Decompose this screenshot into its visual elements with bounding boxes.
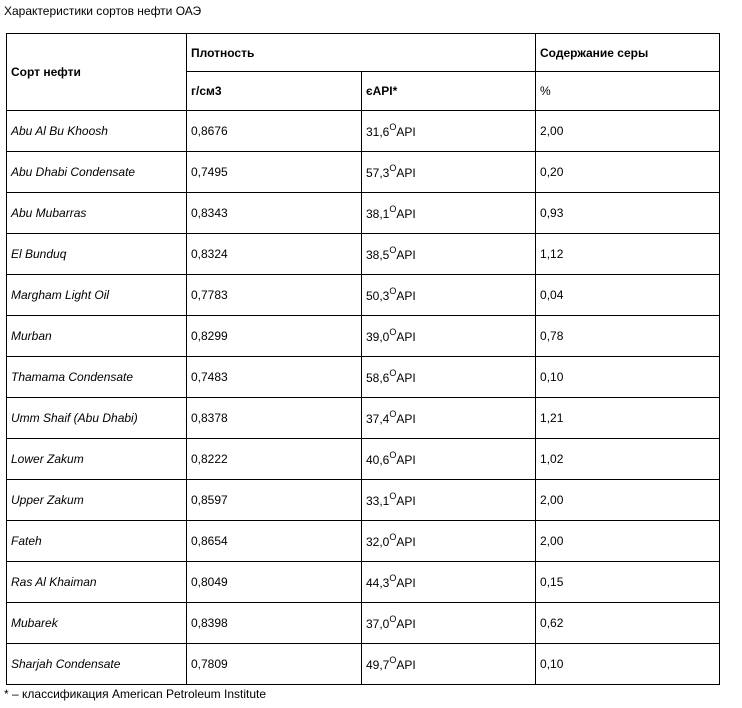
- degree-mark: O: [389, 614, 397, 624]
- cell-api: [362, 480, 536, 521]
- api-suffix: API: [396, 453, 416, 467]
- api-suffix: API: [396, 535, 416, 549]
- cell-api: [362, 357, 536, 398]
- table-row: [7, 398, 720, 439]
- table-row: [7, 316, 720, 357]
- cell-grade: Sharjah Condensate: [7, 644, 187, 685]
- cell-density: 0,7483: [187, 357, 362, 398]
- oil-grades-table: [6, 33, 720, 685]
- cell-api: [362, 316, 536, 357]
- table-row: [7, 357, 720, 398]
- api-value: 37,4: [366, 412, 390, 426]
- table-row: [7, 111, 720, 152]
- api-suffix: API: [396, 576, 416, 590]
- cell-grade: El Bunduq: [7, 234, 187, 275]
- header-sulfur: Содержание серы: [536, 34, 720, 72]
- table-caption: Характеристики сортов нефти ОАЭ: [4, 4, 202, 18]
- cell-api: [362, 398, 536, 439]
- api-suffix: API: [396, 289, 416, 303]
- footnote: * – классификация American Petroleum Institute: [4, 687, 267, 701]
- api-suffix: API: [396, 658, 416, 672]
- api-value: 31,6: [366, 125, 390, 139]
- table-row: [7, 603, 720, 644]
- cell-grade: Mubarek: [7, 603, 187, 644]
- table-row: [7, 152, 720, 193]
- header-grade: Сорт нефти: [7, 34, 187, 111]
- api-suffix: API: [396, 330, 416, 344]
- cell-sulfur: 2,00: [536, 521, 720, 562]
- cell-grade: Margham Light Oil: [7, 275, 187, 316]
- cell-density: 0,8378: [187, 398, 362, 439]
- cell-api: [362, 275, 536, 316]
- degree-mark: O: [389, 573, 397, 583]
- cell-grade: Umm Shaif (Abu Dhabi): [7, 398, 187, 439]
- table-row: [7, 193, 720, 234]
- api-value: 38,1: [366, 207, 390, 221]
- cell-density: 0,8343: [187, 193, 362, 234]
- api-value: 44,3: [366, 576, 390, 590]
- api-value: 38,5: [366, 248, 390, 262]
- cell-density: 0,8299: [187, 316, 362, 357]
- degree-mark: O: [389, 450, 397, 460]
- api-value: 39,0: [366, 330, 390, 344]
- api-value: 40,6: [366, 453, 390, 467]
- cell-grade: Ras Al Khaiman: [7, 562, 187, 603]
- cell-grade: Abu Mubarras: [7, 193, 187, 234]
- cell-api: [362, 193, 536, 234]
- cell-api: [362, 439, 536, 480]
- cell-sulfur: 0,15: [536, 562, 720, 603]
- cell-density: 0,8324: [187, 234, 362, 275]
- degree-mark: O: [389, 368, 397, 378]
- cell-density: 0,8049: [187, 562, 362, 603]
- cell-api: [362, 111, 536, 152]
- api-suffix: API: [396, 125, 416, 139]
- degree-mark: O: [389, 491, 397, 501]
- table-row: [7, 521, 720, 562]
- cell-sulfur: 0,10: [536, 644, 720, 685]
- degree-mark: O: [389, 204, 397, 214]
- cell-density: 0,8676: [187, 111, 362, 152]
- cell-grade: Thamama Condensate: [7, 357, 187, 398]
- api-suffix: API: [396, 617, 416, 631]
- header-row-main: [7, 34, 720, 72]
- cell-sulfur: 2,00: [536, 111, 720, 152]
- cell-grade: Lower Zakum: [7, 439, 187, 480]
- api-value: 32,0: [366, 535, 390, 549]
- cell-sulfur: 0,78: [536, 316, 720, 357]
- degree-mark: O: [389, 163, 397, 173]
- api-suffix: API: [396, 207, 416, 221]
- cell-api: [362, 152, 536, 193]
- cell-density: 0,8398: [187, 603, 362, 644]
- table-row: [7, 439, 720, 480]
- cell-api: [362, 644, 536, 685]
- header-density-unit: г/см3: [187, 72, 362, 111]
- header-api-unit: єAPI*: [362, 72, 536, 111]
- api-suffix: API: [396, 166, 416, 180]
- cell-sulfur: 2,00: [536, 480, 720, 521]
- cell-density: 0,8222: [187, 439, 362, 480]
- api-value: 57,3: [366, 166, 390, 180]
- cell-grade: Abu Al Bu Khoosh: [7, 111, 187, 152]
- cell-sulfur: 0,93: [536, 193, 720, 234]
- cell-sulfur: 0,20: [536, 152, 720, 193]
- degree-mark: O: [389, 327, 397, 337]
- cell-sulfur: 1,12: [536, 234, 720, 275]
- degree-mark: O: [389, 409, 397, 419]
- api-suffix: API: [396, 412, 416, 426]
- degree-mark: O: [389, 655, 397, 665]
- api-suffix: API: [396, 371, 416, 385]
- degree-mark: O: [389, 245, 397, 255]
- api-suffix: API: [396, 494, 416, 508]
- api-value: 58,6: [366, 371, 390, 385]
- api-value: 50,3: [366, 289, 390, 303]
- cell-grade: Murban: [7, 316, 187, 357]
- cell-api: [362, 234, 536, 275]
- table-row: [7, 644, 720, 685]
- cell-grade: Fateh: [7, 521, 187, 562]
- cell-api: [362, 562, 536, 603]
- cell-density: 0,7495: [187, 152, 362, 193]
- api-value: 33,1: [366, 494, 390, 508]
- cell-sulfur: 0,04: [536, 275, 720, 316]
- table-row: [7, 234, 720, 275]
- cell-sulfur: 0,62: [536, 603, 720, 644]
- cell-density: 0,8654: [187, 521, 362, 562]
- cell-api: [362, 603, 536, 644]
- header-sulfur-unit: %: [536, 72, 720, 111]
- api-value: 37,0: [366, 617, 390, 631]
- cell-grade: Abu Dhabi Condensate: [7, 152, 187, 193]
- degree-mark: O: [389, 286, 397, 296]
- cell-sulfur: 1,02: [536, 439, 720, 480]
- cell-sulfur: 0,10: [536, 357, 720, 398]
- table-row: [7, 562, 720, 603]
- cell-sulfur: 1,21: [536, 398, 720, 439]
- cell-api: [362, 521, 536, 562]
- cell-density: 0,7783: [187, 275, 362, 316]
- api-value: 49,7: [366, 658, 390, 672]
- api-suffix: API: [396, 248, 416, 262]
- table-row: [7, 275, 720, 316]
- table-row: [7, 480, 720, 521]
- degree-mark: O: [389, 532, 397, 542]
- cell-density: 0,7809: [187, 644, 362, 685]
- cell-grade: Upper Zakum: [7, 480, 187, 521]
- header-density: Плотность: [187, 34, 536, 72]
- cell-density: 0,8597: [187, 480, 362, 521]
- degree-mark: O: [389, 122, 397, 132]
